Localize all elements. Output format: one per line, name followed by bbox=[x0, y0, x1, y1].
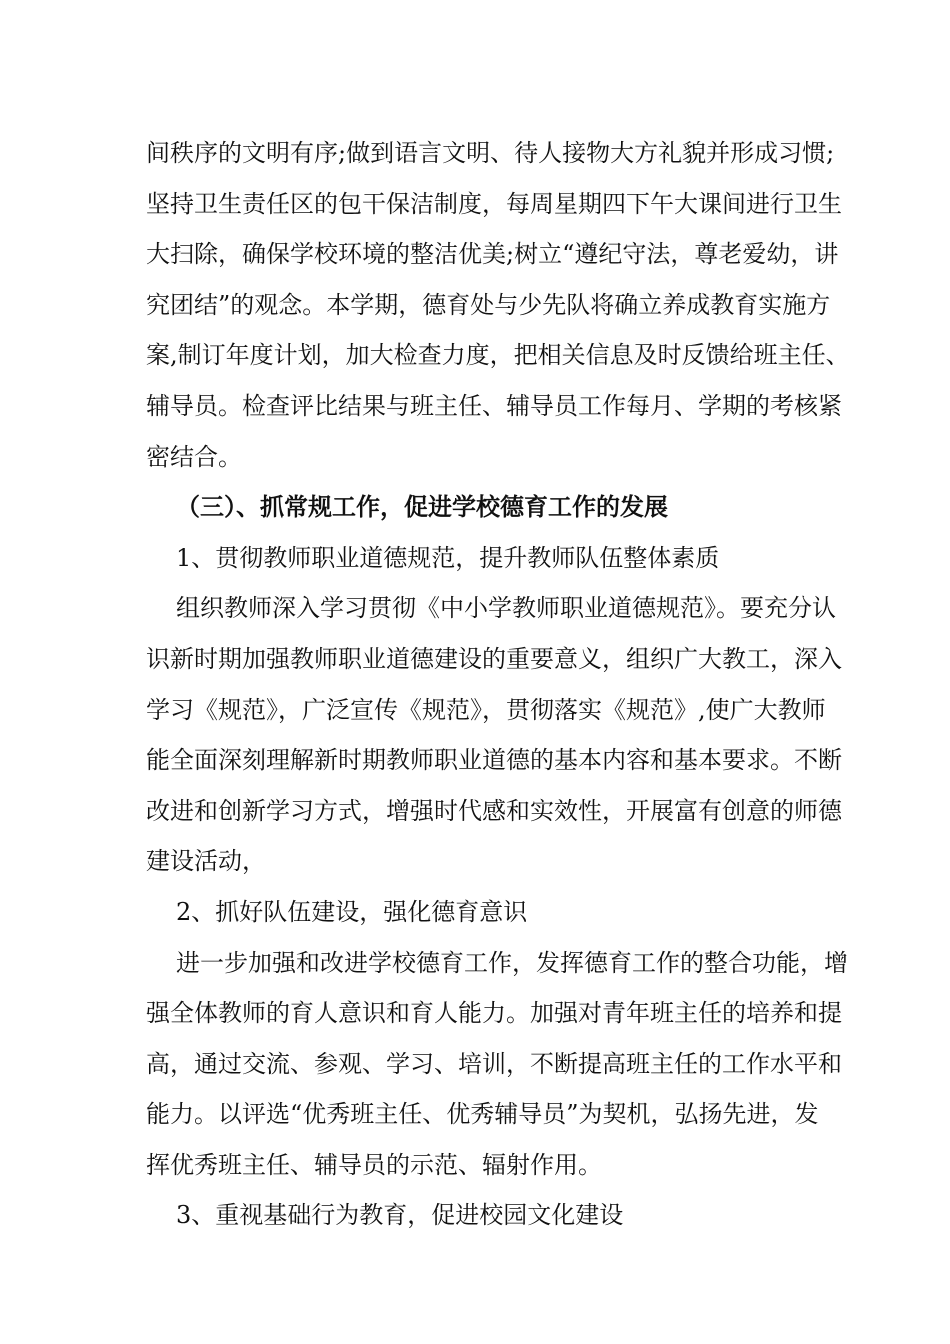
subsection-title: 3、重视基础行为教育，促进校园文化建设 bbox=[176, 1201, 624, 1230]
section-heading: （三）、抓常规工作，促进学校德育工作的发展 bbox=[176, 492, 668, 522]
body-text-line: 能力。以评选“优秀班主任、优秀辅导员”为契机，弘扬先进，发 bbox=[146, 1100, 819, 1129]
body-text-line: 建设活动， bbox=[146, 847, 266, 876]
body-text-line: 进一步加强和改进学校德育工作，发挥德育工作的整合功能，增 bbox=[176, 948, 848, 977]
body-text-line: 坚持卫生责任区的包干保洁制度，每周星期四下午大课间进行卫生 bbox=[146, 189, 842, 218]
body-text-line: 挥优秀班主任、辅导员的示范、辐射作用。 bbox=[146, 1150, 602, 1179]
body-text-line: 识新时期加强教师职业道德建设的重要意义，组织广大教工，深入 bbox=[146, 644, 842, 673]
body-text-line: 究团结”的观念。本学期，德育处与少先队将确立养成教育实施方 bbox=[146, 290, 831, 319]
body-text-line: 改进和创新学习方式，增强时代感和实效性，开展富有创意的师德 bbox=[146, 796, 842, 825]
subsection-title: 1、贯彻教师职业道德规范，提升教师队伍整体素质 bbox=[176, 543, 720, 572]
body-text-line: 案,制订年度计划，加大检查力度，把相关信息及时反馈给班主任、 bbox=[146, 341, 850, 370]
body-text-line: 间秩序的文明有序;做到语言文明、待人接物大方礼貌并形成习惯; bbox=[146, 139, 835, 167]
document-body bbox=[146, 128, 850, 1241]
body-text-line: 密结合。 bbox=[146, 442, 242, 471]
body-text-line: 强全体教师的育人意识和育人能力。加强对青年班主任的培养和提 bbox=[146, 999, 842, 1028]
body-text-line: 辅导员。检查评比结果与班主任、辅导员工作每月、学期的考核紧 bbox=[146, 391, 842, 420]
body-text-line: 学习《规范》，广泛宣传《规范》，贯彻落实《规范》,使广大教师 bbox=[146, 695, 826, 724]
body-text-line: 组织教师深入学习贯彻《中小学教师职业道德规范》。要充分认 bbox=[176, 594, 836, 623]
subsection-title: 2、抓好队伍建设，强化德育意识 bbox=[176, 897, 528, 926]
body-text-line: 高，通过交流、参观、学习、培训，不断提高班主任的工作水平和 bbox=[146, 1049, 842, 1078]
body-text-line: 能全面深刻理解新时期教师职业道德的基本内容和基本要求。不断 bbox=[146, 746, 842, 775]
body-text-line: 大扫除，确保学校环境的整洁优美;树立“遵纪守法，尊老爱幼，讲 bbox=[146, 240, 839, 269]
